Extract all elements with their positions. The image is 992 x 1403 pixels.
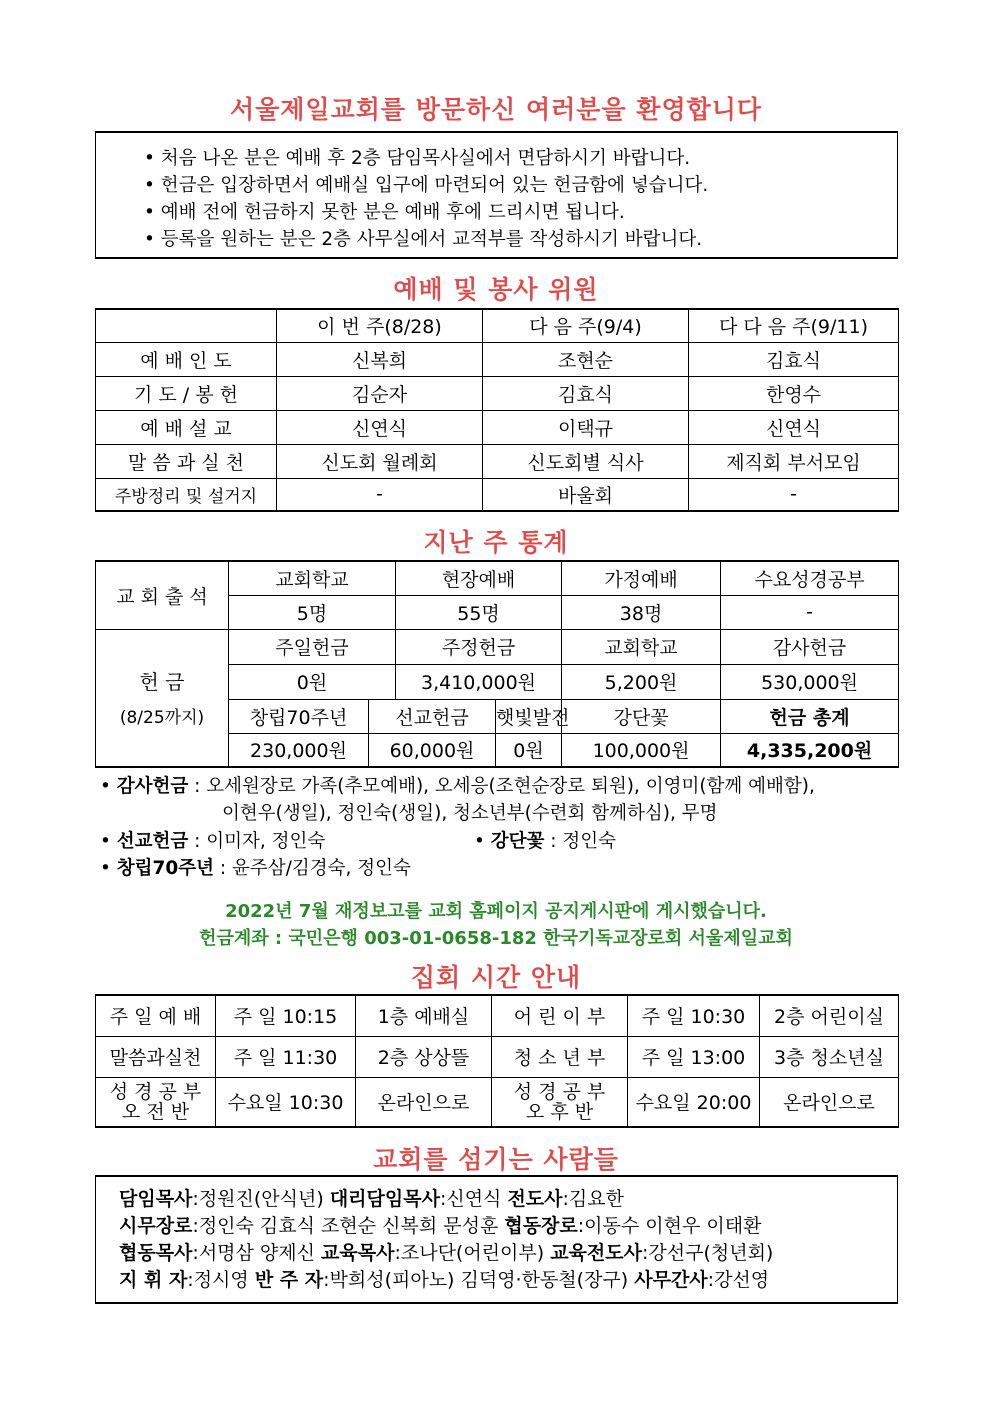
meeting-time: 주 일 10:15 <box>216 995 356 1036</box>
bullet: • <box>100 858 117 879</box>
flower-line <box>474 827 616 853</box>
meeting-place: 온라인으로 <box>356 1077 492 1127</box>
offering-account-notice: 헌금계좌 : 국민은행 003-01-0658-182 한국기독교장로회 서울제일교회 <box>199 928 793 949</box>
meeting-time: 수요일 10:30 <box>216 1077 356 1127</box>
meeting-time: 주 일 11:30 <box>216 1036 356 1077</box>
meeting-name-line: 성 경 공 부 <box>109 1080 202 1103</box>
offering-header: 감사헌금 <box>721 629 899 664</box>
service-header <box>96 309 277 342</box>
staff-names: :박희성(피아노) 김덕영·한동철(장구) <box>323 1269 635 1291</box>
gamsa-text: : 오세원장로 가족(추모예배), 오세응(조현순장로 퇴원), 이영미(함께 예배함), <box>188 776 815 797</box>
staff-role: 협동장로 <box>504 1215 578 1237</box>
offering-value: 0원 <box>229 664 396 699</box>
mission-text: : 이미자, 정인숙 <box>188 831 326 852</box>
attendance-header: 교회학교 <box>229 561 396 595</box>
service-cell: 신연식 <box>689 410 899 444</box>
service-header: 다 음 주(9/4) <box>483 309 689 342</box>
notice-item: • 헌금은 입장하면서 예배실 입구에 마련되어 있는 헌금함에 넣습니다. <box>144 175 709 196</box>
service-cell: 이택규 <box>483 410 689 444</box>
staff-role: 교육목사 <box>321 1242 395 1264</box>
notice-item: • 처음 나온 분은 예배 후 2층 담임목사실에서 면담하시기 바랍니다. <box>144 148 691 169</box>
service-header: 다 다 음 주(9/11) <box>689 309 899 342</box>
offering-label-cell <box>96 629 229 767</box>
meeting-name-line: 성 경 공 부 <box>513 1080 606 1103</box>
meeting-name: 어 린 이 부 <box>492 995 628 1036</box>
attendance-value: 38명 <box>562 595 721 629</box>
staff-role: 시무장로 <box>119 1215 193 1237</box>
staff-role: 전도사 <box>507 1188 563 1210</box>
offering-value: 3,410,000원 <box>396 664 562 699</box>
staff-names: :정시영 <box>187 1269 255 1291</box>
service-cell: 김순자 <box>277 376 483 410</box>
staff-names: :강선영 <box>707 1269 770 1291</box>
bullet: • <box>100 776 117 797</box>
service-cell: 제직회 부서모임 <box>689 444 899 478</box>
service-cell: 김효식 <box>483 376 689 410</box>
staff-role: 사무간사 <box>634 1269 708 1291</box>
gamsa-line-2: 이현우(생일), 정인숙(생일), 청소년부(수련회 함께하심), 무명 <box>222 803 718 824</box>
meetings-table <box>95 994 899 1128</box>
offering-header: 선교헌금 <box>369 699 496 733</box>
mission-label: 선교헌금 <box>116 831 189 852</box>
meeting-name-line: 오 후 반 <box>525 1100 594 1123</box>
flower-text: : 정인숙 <box>544 831 617 852</box>
meeting-name: 주 일 예 배 <box>96 995 216 1036</box>
meeting-place: 2층 어린이실 <box>760 995 899 1036</box>
meeting-name: 청 소 년 부 <box>492 1036 628 1077</box>
offering-total-value: 4,335,200원 <box>721 733 899 767</box>
gamsa-line <box>100 772 815 798</box>
bullet: • <box>100 831 117 852</box>
staff-role: 지 휘 자 <box>119 1269 188 1291</box>
offering-header: 주일헌금 <box>229 629 396 664</box>
staff-line <box>119 1213 897 1240</box>
finance-report-notice: 2022년 7월 재정보고를 교회 홈페이지 공지게시판에 게시했습니다. <box>225 901 767 922</box>
meeting-place: 3층 청소년실 <box>760 1036 899 1077</box>
staff-names: :정원진(안식년) <box>192 1188 330 1210</box>
attendance-label: 교 회 출 석 <box>96 561 229 629</box>
staff-role: 대리담임목사 <box>329 1188 440 1210</box>
staff-names: :강선구(청년회) <box>641 1242 774 1264</box>
offering-header: 햇빛발전 <box>496 699 562 733</box>
service-cell: 조현순 <box>483 342 689 376</box>
staff-role: 교육전도사 <box>550 1242 642 1264</box>
attendance-value: 5명 <box>229 595 396 629</box>
service-title: 예배 및 봉사 위원 <box>393 275 599 304</box>
meeting-name <box>492 1077 628 1127</box>
offering-header: 강단꽃 <box>562 699 721 733</box>
offering-value: 60,000원 <box>369 733 496 767</box>
staff-role: 협동목사 <box>119 1242 193 1264</box>
meeting-time: 주 일 10:30 <box>628 995 760 1036</box>
staff-names: :조나단(어린이부) <box>394 1242 551 1264</box>
meeting-name: 말씀과실천 <box>96 1036 216 1077</box>
service-cell: 신복희 <box>277 342 483 376</box>
offering-label: 헌 금 <box>139 669 185 694</box>
meetings-title: 집회 시간 안내 <box>410 963 582 992</box>
anniv-line <box>100 854 411 880</box>
flower-label: 강단꽃 <box>490 831 545 852</box>
service-role: 예 배 설 교 <box>96 410 277 444</box>
service-cell: 김효식 <box>689 342 899 376</box>
staff-role: 반 주 자 <box>254 1269 324 1291</box>
welcome-notice-box <box>95 131 898 259</box>
service-cell: 한영수 <box>689 376 899 410</box>
meeting-time: 수요일 20:00 <box>628 1077 760 1127</box>
staff-names: :김요한 <box>562 1188 624 1210</box>
offering-value: 5,200원 <box>562 664 721 699</box>
service-header: 이 번 주(8/28) <box>277 309 483 342</box>
service-cell: - <box>689 478 899 511</box>
staff-line <box>119 1267 897 1294</box>
service-role: 주방정리 및 설거지 <box>96 478 277 511</box>
notice-item: • 예배 전에 헌금하지 못한 분은 예배 후에 드리시면 됩니다. <box>144 202 625 223</box>
offering-header: 주정헌금 <box>396 629 562 664</box>
staff-names: :이동수 이현우 이태환 <box>577 1215 762 1237</box>
staff-names: :신연식 <box>439 1188 508 1210</box>
offering-value: 100,000원 <box>562 733 721 767</box>
staff-line <box>119 1240 897 1267</box>
staff-line <box>119 1186 897 1213</box>
meeting-place: 1층 예배실 <box>356 995 492 1036</box>
offering-value: 530,000원 <box>721 664 899 699</box>
staff-box <box>95 1175 898 1304</box>
offering-value: 230,000원 <box>229 733 369 767</box>
service-cell: 신도회 월례회 <box>277 444 483 478</box>
staff-names: :서명삼 양제신 <box>192 1242 322 1264</box>
meeting-time: 주 일 13:00 <box>628 1036 760 1077</box>
staff-title: 교회를 섬기는 사람들 <box>373 1145 619 1174</box>
meeting-place: 온라인으로 <box>760 1077 899 1127</box>
staff-role: 담임목사 <box>119 1188 193 1210</box>
stats-title: 지난 주 통계 <box>423 528 569 557</box>
mission-line <box>100 827 325 853</box>
anniv-label: 창립70주년 <box>116 858 215 879</box>
stats-table <box>95 560 899 768</box>
bullet: • <box>474 831 491 852</box>
service-role: 말 씀 과 실 천 <box>96 444 277 478</box>
attendance-header: 가정예배 <box>562 561 721 595</box>
service-role: 기 도 / 봉 헌 <box>96 376 277 410</box>
attendance-value: - <box>721 595 899 629</box>
service-cell: 바울회 <box>483 478 689 511</box>
offering-sub: (8/25까지) <box>119 707 205 728</box>
offering-header: 창립70주년 <box>229 699 369 733</box>
service-cell: 신도회별 식사 <box>483 444 689 478</box>
attendance-value: 55명 <box>396 595 562 629</box>
attendance-header: 수요성경공부 <box>721 561 899 595</box>
welcome-title: 서울제일교회를 방문하신 여러분을 환영합니다 <box>229 95 763 124</box>
meeting-name-line: 오 전 반 <box>121 1100 190 1123</box>
meeting-name <box>96 1077 216 1127</box>
anniv-text: : 윤주삼/김경숙, 정인숙 <box>214 858 411 879</box>
service-cell: - <box>277 478 483 511</box>
notice-item: • 등록을 원하는 분은 2층 사무실에서 교적부를 작성하시기 바랍니다. <box>144 229 703 250</box>
staff-names: :정인숙 김효식 조현순 신복희 문성훈 <box>192 1215 505 1237</box>
service-cell: 신연식 <box>277 410 483 444</box>
meeting-place: 2층 상상뜰 <box>356 1036 492 1077</box>
offering-header: 교회학교 <box>562 629 721 664</box>
offering-total-header: 헌금 총계 <box>721 699 899 733</box>
service-role: 예 배 인 도 <box>96 342 277 376</box>
gamsa-label: 감사헌금 <box>116 776 189 797</box>
attendance-header: 현장예배 <box>396 561 562 595</box>
offering-value: 0원 <box>496 733 562 767</box>
service-table <box>95 308 899 512</box>
